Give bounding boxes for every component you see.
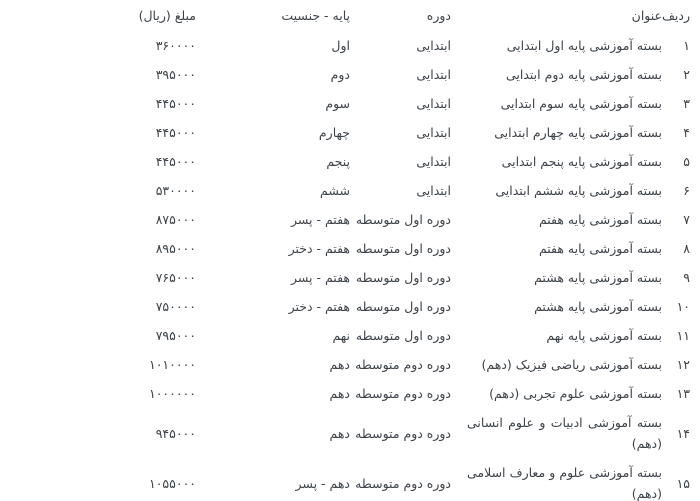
- cell-level: ابتدایی: [416, 154, 451, 169]
- cell-level: دوره دوم متوسطه: [355, 425, 451, 441]
- cell-amount-rial: ۳۹۵۰۰۰: [155, 67, 196, 82]
- cell-grade-gender: دهم - پسر: [295, 475, 350, 491]
- table-row: [10, 458, 690, 501]
- cell-amount-rial: ۸۹۵۰۰۰: [155, 241, 196, 256]
- cell-amount-rial: ۴۴۵۰۰۰: [155, 96, 196, 111]
- table-row: [10, 379, 690, 408]
- cell-grade-gender: پنجم: [326, 154, 350, 169]
- cell-row-number: ۱۱: [676, 328, 690, 343]
- table-row: [10, 31, 690, 60]
- cell-title: بسته آموزشی علوم و معارف اسلامی (دهم): [467, 465, 662, 501]
- column-header-title: عنوان: [631, 8, 662, 23]
- cell-level: ابتدایی: [416, 125, 451, 140]
- cell-level: دوره دوم متوسطه: [355, 357, 451, 372]
- cell-level: دوره اول متوسطه: [355, 270, 451, 285]
- cell-level: دوره اول متوسطه: [355, 328, 451, 343]
- cell-level: دوره اول متوسطه: [355, 212, 451, 227]
- cell-amount-rial: ۷۹۵۰۰۰: [155, 328, 196, 343]
- cell-amount-rial: ۱۰۰۰۰۰۰: [149, 386, 196, 401]
- cell-amount-rial: ۱۰۵۵۰۰۰: [149, 475, 196, 491]
- cell-row-number: ۱۰: [676, 299, 690, 314]
- cell-title: بسته آموزشی پایه هشتم: [534, 270, 662, 285]
- cell-title: بسته آموزشی ریاضی فیزیک (دهم): [481, 357, 662, 372]
- cell-row-number: ۲: [683, 67, 690, 82]
- header-row: [10, 2, 690, 31]
- cell-grade-gender: ششم: [320, 183, 350, 198]
- cell-level: دوره دوم متوسطه: [355, 386, 451, 401]
- table-row: [10, 147, 690, 176]
- cell-row-number: ۵: [683, 154, 690, 169]
- cell-title: بسته آموزشی پایه نهم: [546, 328, 662, 343]
- column-header-grade-gender: پایه - جنسیت: [281, 8, 350, 23]
- cell-title: بسته آموزشی پایه هفتم: [538, 212, 662, 227]
- cell-row-number: ۷: [683, 212, 690, 227]
- cell-title: بسته آموزشی علوم تجربی (دهم): [489, 386, 662, 401]
- cell-grade-gender: هفتم - پسر: [291, 212, 350, 227]
- cell-row-number: ۹: [683, 270, 690, 285]
- cell-grade-gender: چهارم: [318, 125, 350, 140]
- cell-row-number: ۸: [683, 241, 690, 256]
- cell-amount-rial: ۱۰۱۰۰۰۰: [149, 357, 196, 372]
- table-row: [10, 89, 690, 118]
- cell-level: ابتدایی: [416, 183, 451, 198]
- table-row: [10, 234, 690, 263]
- table-row: [10, 205, 690, 234]
- cell-grade-gender: دهم: [329, 425, 350, 441]
- table-row: [10, 408, 690, 458]
- cell-level: دوره اول متوسطه: [355, 241, 451, 256]
- cell-title: بسته آموزشی پایه سوم ابتدایی: [500, 96, 662, 111]
- column-header-level: دوره: [426, 8, 451, 23]
- cell-grade-gender: اول: [331, 38, 350, 53]
- column-header-row-number: ردیف: [661, 8, 690, 23]
- table-body: [10, 31, 690, 501]
- table-row: [10, 118, 690, 147]
- cell-level: ابتدایی: [416, 96, 451, 111]
- cell-level: دوره دوم متوسطه: [355, 475, 451, 491]
- cell-title: بسته آموزشی پایه هفتم: [538, 241, 662, 256]
- table-row: [10, 263, 690, 292]
- cell-row-number: ۶: [683, 183, 690, 198]
- table-row: [10, 321, 690, 350]
- cell-grade-gender: نهم: [332, 328, 350, 343]
- cell-title: بسته آموزشی پایه اول ابتدایی: [506, 38, 662, 53]
- cell-grade-gender: سوم: [325, 96, 350, 111]
- cell-level: ابتدایی: [416, 67, 451, 82]
- cell-row-number: ۱۴: [676, 425, 690, 441]
- cell-level: دوره اول متوسطه: [355, 299, 451, 314]
- cell-level: ابتدایی: [416, 38, 451, 53]
- cell-amount-rial: ۳۶۰۰۰۰: [155, 38, 196, 53]
- cell-grade-gender: دوم: [330, 67, 350, 82]
- cell-row-number: ۳: [683, 96, 690, 111]
- table-row: [10, 292, 690, 321]
- cell-grade-gender: هفتم - دختر: [288, 299, 350, 314]
- cell-grade-gender: دهم: [329, 386, 350, 401]
- cell-title: بسته آموزشی پایه هشتم: [534, 299, 662, 314]
- cell-title: بسته آموزشی پایه پنجم ابتدایی: [501, 154, 662, 169]
- table-row: [10, 176, 690, 205]
- cell-title: بسته آموزشی پایه چهارم ابتدایی: [494, 125, 662, 140]
- cell-row-number: ۱۲: [676, 357, 690, 372]
- cell-grade-gender: هفتم - دختر: [288, 241, 350, 256]
- cell-title: بسته آموزشی ادبیات و علوم انسانی (دهم): [467, 415, 662, 451]
- cell-amount-rial: ۹۴۵۰۰۰: [155, 425, 196, 441]
- cell-row-number: ۴: [683, 125, 690, 140]
- cell-amount-rial: ۵۳۰۰۰۰: [155, 183, 196, 198]
- cell-amount-rial: ۸۷۵۰۰۰: [155, 212, 196, 227]
- cell-amount-rial: ۴۴۵۰۰۰: [155, 154, 196, 169]
- cell-title: بسته آموزشی پایه ششم ابتدایی: [495, 183, 662, 198]
- cell-amount-rial: ۴۴۵۰۰۰: [155, 125, 196, 140]
- cell-row-number: ۱۳: [676, 386, 690, 401]
- cell-amount-rial: ۷۵۰۰۰۰: [155, 299, 196, 314]
- cell-title: بسته آموزشی پایه دوم ابتدایی: [505, 67, 662, 82]
- cell-row-number: ۱۵: [676, 475, 690, 491]
- cell-amount-rial: ۷۶۵۰۰۰: [155, 270, 196, 285]
- cell-grade-gender: هفتم - پسر: [291, 270, 350, 285]
- cell-grade-gender: دهم: [329, 357, 350, 372]
- table-row: [10, 350, 690, 379]
- cell-row-number: ۱: [683, 38, 690, 53]
- column-header-amount-rial: مبلغ (ریال): [138, 8, 196, 23]
- textbook-price-table: [10, 2, 690, 501]
- table-row: [10, 60, 690, 89]
